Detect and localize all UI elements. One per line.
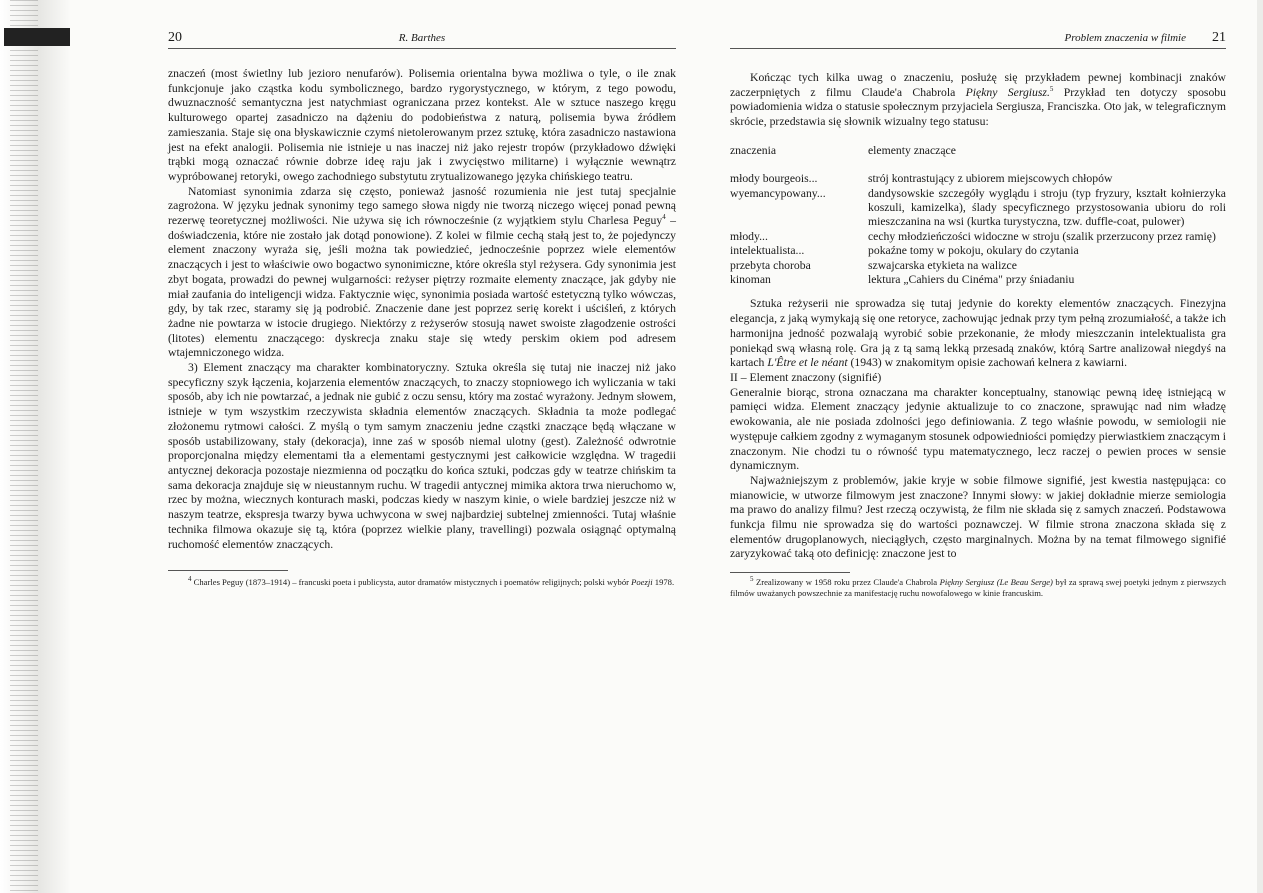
paragraph: znaczeń (most świetlny lub jezioro nenufarów). Polisemia orientalna bywa możliwa o tyle, o ile znak funkcjonuje jako cząstka kodu symbolicznego, bardzo rygorystycznego, w którym, z tego powodu, dwuznaczność semantyczna jest natychmiast ograniczana przez kontekst. Ale w sztuce naszego kręgu kulturowego opartej zasadniczo na dążeniu do podobieństwa z naturą, polisemia bywa źródłem zamieszania. Staje się ona błyskawicznie czymś nietolerowanym przez sztukę, która zasadniczo nastawiona jest na efekt analogii. Polisemia nie istnieje u nas inaczej niż jako rejestr tropów (przykładowo dźwięki trąbki mogą oznaczać równie dobrze ideę raju jak i zwycięstwo militarne) i wyłącznie wewnątrz wypróbowanej retoryki, owego zachodniego substytutu zrytualizowanego języka chińskiego teatru. [168,67,676,183]
book-title: L'Être et le néant [767,356,848,370]
paragraph-text: – doświadczenia, które nie zostało jak dotąd ponowione). Z kolei w filmie cechą stałą jest to, że pojedynczy element znaczony wyraża się, jeśli można tak powiedzieć, jednocześnie poprzez wiele elementów znaczących i jest to właściwie owo bogactwo synonimiczne, które określa styl reżysera. Gdy synonimia jest zbyt bogata, prowadzi do pewnej wulgarności: reżyser piętrzy rozmaite elementy znaczące, jak gdyby nie miał zaufania do inteligencji widza. Faktycznie więc, synonimia posiada wartość estetyczną tylko wówczas, gdy, by tak rzec, staramy się ją podrobić. Znaczenie dane jest poprzez serię korekt i uściśleń, z których żadne nie powtarza w istocie drugiego. Niektórzy z reżyserów stosują nawet swoiste złagodzenie ostrości (litotes) elementu znaczącego: dyskrecja znaku staje się wtedy perskim okiem pod adresem wtajemniczonego widza. [168,214,676,360]
scan-binding-edge [0,0,70,893]
footnote-ref: 5 [1049,84,1054,93]
visual-vocabulary-table [730,144,1226,288]
paragraph-text: Przykład ten dotyczy sposobu powiadomienia widza o statusie społecznym przyjaciela Sergiusza, Franciszka. Oto jak, w telegraficznym skrócie, przedstawia się słownik wizualny tego statusu: [730,85,1226,129]
footnote-italic: Piękny Sergiusz (Le Beau Serge) [939,577,1053,588]
right-body [730,71,1226,562]
footnote-text: był za sprawą swej poetyki jednym z pierwszych filmów uważanych powszechnie za manifestację ruchu nowofalowego w kinie francuskim. [730,577,1226,599]
vocab-term: kinoman [730,273,771,287]
vocab-term: wyemancypowany... [730,186,826,200]
vocab-def: dandysowskie szczegóły wyglądu i stroju (typ fryzury, kształt kołnierzyka koszuli, kamizelka), ślady specyficznego przystosowania ubioru do roli mieszczanina na wsi (kurtka turystyczna, tzw. duffle-coat, pulower) [868,186,1226,229]
vocab-header-def: elementy znaczące [868,143,956,157]
paragraph: Generalnie biorąc, strona oznaczana ma charakter konceptualny, stanowiąc pewną ideę istniejącą w pamięci widza. Element znaczący jedynie aktualizuje to co znaczone, sprawując nad nim władzę ewokowania, ale nie posiada zdolności jego definiowania. Z tego właśnie powodu, w semiologii nie występuje całkiem zgodny z wymaganym stosunek odpowiedniości pomiędzy pierwiastkiem znaczącym i znaczonym. Nie chodzi tu o równość typu matematycznego, lecz raczej o pewien proces w sensie dynamicznym. [730,385,1226,473]
film-title: Piękny Sergiusz. [965,85,1050,99]
vocab-def: strój kontrastujący z ubiorem miejscowych chłopów [868,172,1113,186]
vocab-def: lektura „Cahiers du Cinéma" przy śniadaniu [868,273,1075,287]
footnote-rule [168,570,288,571]
vocab-def: pokaźne tomy w pokoju, okulary do czytania [868,244,1079,258]
footnote-rule [730,572,850,573]
right-page [730,30,1226,599]
paragraph-text: Kończąc tych kilka uwag o znaczeniu, posłużę się przykładem pewnej kombinacji znaków zaczerpniętych z filmu Claude'a Chabrola [730,71,1226,99]
footnote-text: Charles Peguy (1873–1914) – francuski poeta i publicysta, autor dramatów mistycznych i poematów religijnych; polski wybór [193,577,632,588]
footnote-text: 1978. [652,577,675,588]
footnote-number: 5 [750,575,754,584]
paragraph: Najważniejszym z problemów, jakie kryje w sobie filmowe signifié, jest kwestia następująca: co mianowicie, w utworze filmowym jest znaczone? Innymi słowy: w jakiej dokładnie mierze semiologia ma prawo do analizy filmu? Jest rzeczą oczywistą, że film nie składa się z samych znaczeń. Podstawowa funkcja filmu nie sprowadza się do wartości poznawczej. W filmie strona znaczona składa się z elementów drugoplanowych, nieciągłych, często marginalnych. Można by na temat filmowego signifié zaryzykować taką oto definicję: znaczone jest to [730,473,1226,561]
left-page [168,30,676,588]
vocab-header-row [730,144,1226,158]
left-running-head [168,30,676,49]
paragraph-text: Natomiast synonimia zdarza się często, ponieważ jasność rozumienia nie jest tutaj specjalnie zagrożona. W języku jednak synonimy tego samego słowa nigdy nie tworzą niczego więcej ponad pewną rezerwę teoretycznej możliwości. Nie używa się ich równocześnie (z wyjątkiem stylu Charlesa Peguy [168,184,676,228]
vocab-row [730,273,1226,287]
vocab-row [730,230,1226,244]
scan-tab-marker [4,28,70,46]
vocab-row [730,244,1226,258]
footnote [168,577,676,588]
footnote-number: 4 [188,575,192,584]
footnote-text: Zrealizowany w 1958 roku przez Claude'a Chabrola [755,577,940,588]
left-body [168,67,676,552]
footnote [730,577,1226,599]
vocab-row [730,259,1226,273]
vocab-def: szwajcarska etykieta na walizce [868,258,1017,272]
footnote-ref: 4 [662,213,666,222]
page-number: 21 [1212,30,1226,45]
paragraph-intro [730,71,1226,130]
vocab-term: młody... [730,229,768,243]
paragraph-text: Sztuka reżyserii nie sprowadza się tutaj jedynie do korekty elementów znaczących. Finezyjna elegancja, z jaką wymykają się one retoryce, zachowując jednak przy tym pełną zrozumiałość, a także ich harmonijna jedność pozwalają wyrobić sobie przekonanie, że młody mieszczanin intelektualista gra poniekąd swą własną rolę. Gra ją z tą samą lekką przesadą znaków, którą Sartre analizował niegdyś na kartach [730,297,1226,370]
running-head-title: Problem znaczenia w filmie [1064,32,1186,44]
running-head-author: R. Barthes [398,32,446,44]
right-running-head [730,30,1226,49]
scan-right-edge [1257,0,1263,893]
page-number: 20 [168,30,182,45]
paragraph: 3) Element znaczący ma charakter kombinatoryczny. Sztuka określa się tutaj nie inaczej niż jako specyficzny szyk łączenia, kojarzenia elementów znaczących, to znaczy stopniowego ich wyliczania w taki sposób, aby ich nie powtarzać, a jednak nie gubić z oczu sensu, który ma zostać wyrażony. Jednym słowem, istnieje w tym wszystkim rzeczywista składnia elementów znaczących. Składnia ta może podlegać złożonemu rytmowi całości. Z myślą o tym samym znaczeniu jedne cząstki znaczące będą włączane w sposób ustabilizowany, stały (dekoracja), inne zaś w sposób niemal ulotny (gest). Zależność odwrotnie proporcjonalna między elementami tła a elementami gestycznymi jest całkowicie względna. W tragedii antycznej dekoracja pozostaje niezmienna od początku do końca sztuki, podczas gdy w teatrze chińskim ta sama dekoracja znajduje się w nieustannym ruchu. W tragedii antycznej mimika aktora trwa nieruchomo w, rzec by można, wiecznych konturach maski, podczas kiedy w naszym kinie, o wiele bardziej jeszcze niż w naszym teatrze, ekspresja twarzy bywa uchwycona w swej najbardziej subtelnej zmienności. Tutaj właśnie technika filmowa okazuje się tą, która (poprzez wielkie plany, travellingi) pozwala osiągnąć optymalną ruchomość elementów znaczących. [168,361,676,551]
paragraph-sztuka [730,297,1226,371]
vocab-term: młody bourgeois... [730,172,818,186]
vocab-header-term: znaczenia [730,143,777,157]
footnote-italic: Poezji [631,577,653,588]
vocab-row [730,172,1226,186]
paragraph-text: (1943) w znakomitym opisie zachowań kelnera z kawiarni. [847,356,1128,370]
vocab-def: cechy młodzieńczości widoczne w stroju (szalik przerzucony przez ramię) [868,229,1216,243]
vocab-term: intelektualista... [730,244,805,258]
paragraph-synonimia [168,185,676,361]
section-title: II – Element znaczony (signifié) [730,370,882,384]
vocab-term: przebyta choroba [730,258,811,272]
vocab-row [730,187,1226,230]
